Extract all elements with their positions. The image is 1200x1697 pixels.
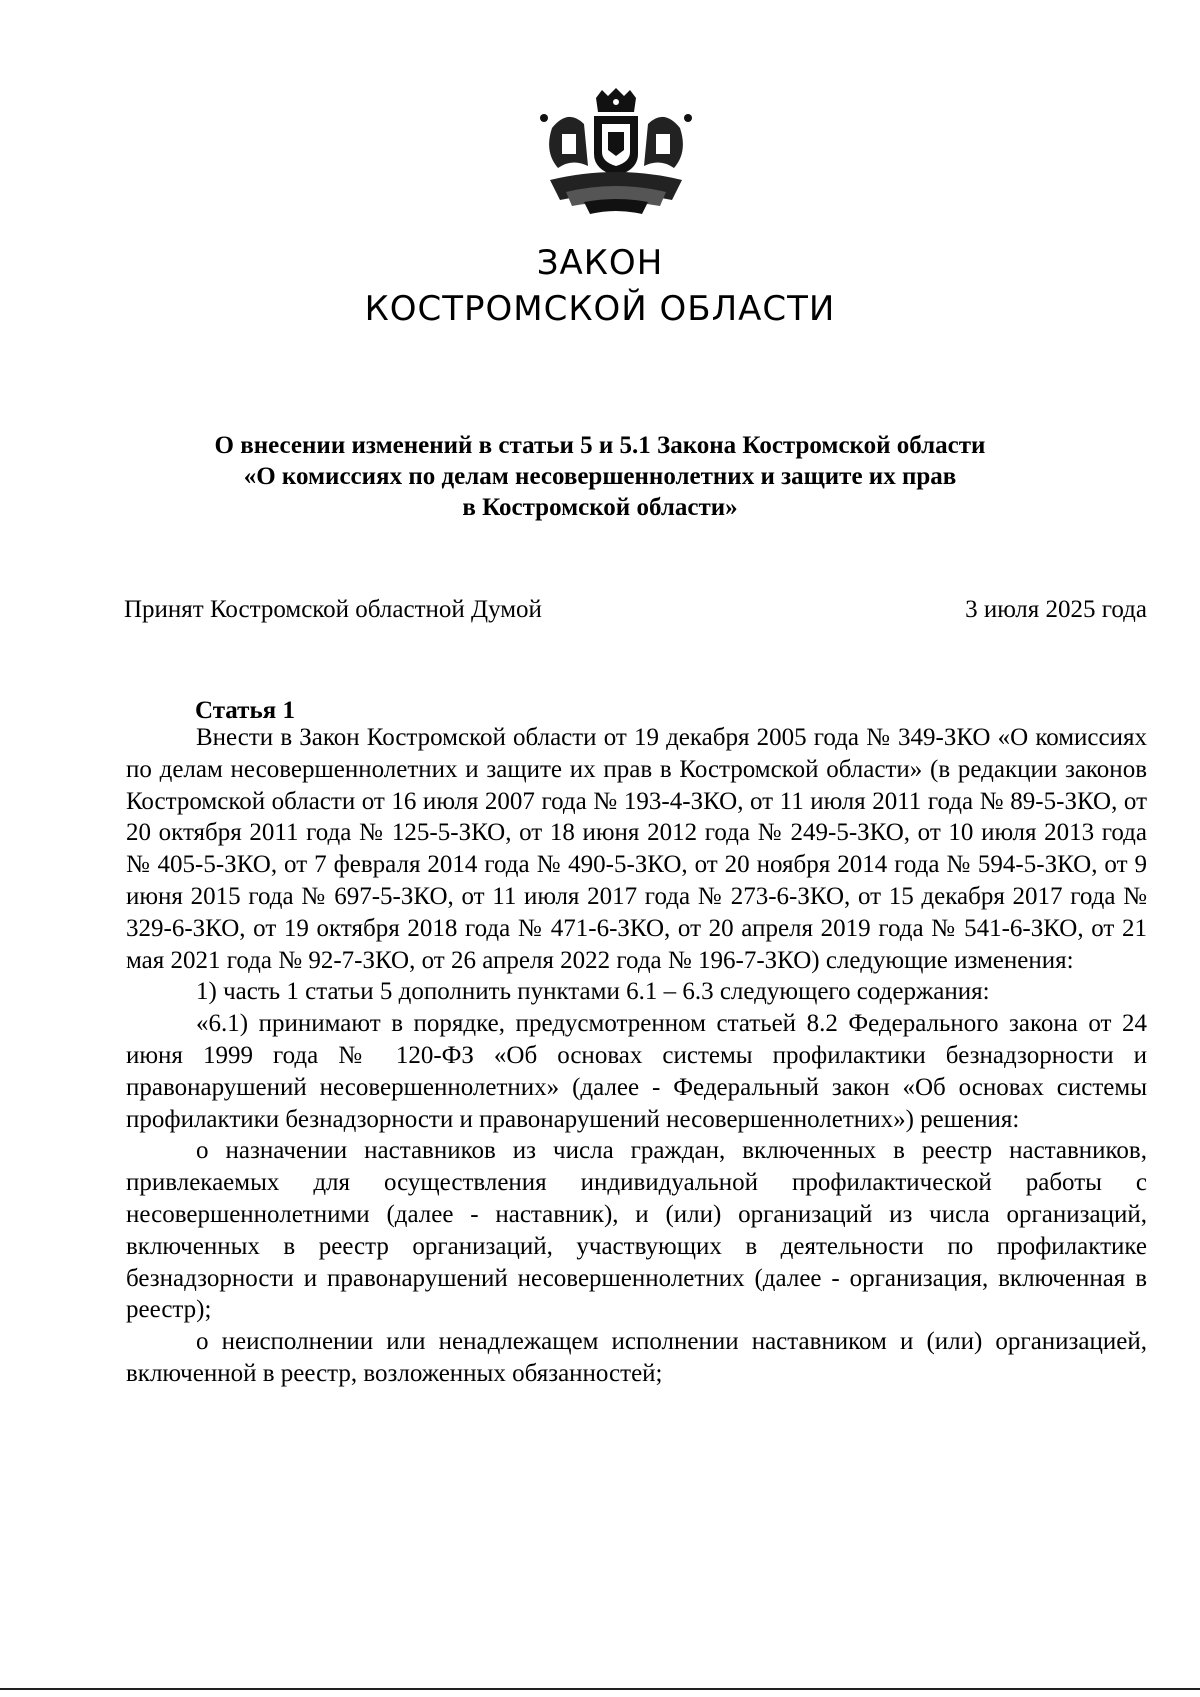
law-subject (100, 430, 1100, 523)
subject-line: в Костромской области» (462, 494, 738, 521)
article-paragraph: о неисполнении или ненадлежащем исполнении наставником и (или) организацией, включенной в реестр, возложенных обязанностей; (126, 1328, 1147, 1387)
article-body (126, 722, 1147, 1390)
coat-of-arms-icon (532, 88, 700, 218)
adopted-by: Принят Костромской областной Думой (124, 596, 542, 623)
article-heading: Статья 1 (195, 697, 295, 724)
article-paragraph: о назначении наставников из числа граждан, включенных в реестр наставников, привлекаемых для осуществления индивидуальной профилактической работы с несовершеннолетними (далее - наставник), и (или) организаций из числа организаций, включенных в реестр организаций, участвующих в деятельности по профилактике безнадзорности и правонарушений несовершеннолетних (далее - организация, включенная в реестр); (126, 1137, 1147, 1324)
law-region-title: КОСТРОМСКОЙ ОБЛАСТИ (364, 289, 836, 329)
subject-line: «О комиссиях по делам несовершеннолетних и защите их прав (243, 463, 957, 490)
article-paragraph: 1) часть 1 статьи 5 дополнить пунктами 6.1 – 6.3 следующего содержания: (196, 978, 990, 1006)
article-paragraph: Внести в Закон Костромской области от 19 декабря 2005 года № 349-ЗКО «О комиссиях по делам несовершеннолетних и защите их прав в Костромской области» (в редакции законов Костромской области от 16 июля 2007 года № 193-4-ЗКО, от 11 июля 2011 года № 89-5-ЗКО, от 20 октября 2011 года № 125-5-ЗКО, от 18 июня 2012 года № 249-5-ЗКО, от 10 июля 2013 года № 405-5-ЗКО, от 7 февраля 2014 года № 490-5-ЗКО, от 20 ноября 2014 года № 594-5-ЗКО, от 9 июня 2015 года № 697-5-ЗКО, от 11 июля 2017 года № 273-6-ЗКО, от 15 декабря 2017 года № 329-6-ЗКО, от 19 октября 2018 года № 471-6-ЗКО, от 20 апреля 2019 года № 541-6-ЗКО, от 21 мая 2021 года № 92-7-ЗКО, от 26 апреля 2022 года № 196-7-ЗКО) следующие изменения: (126, 724, 1147, 974)
adoption-info (124, 597, 1147, 622)
adoption-date: 3 июля 2025 года (965, 596, 1147, 623)
article-paragraph: «6.1) принимают в порядке, предусмотренном статьей 8.2 Федерального закона от 24 июня 1999 года № 120-ФЗ «Об основах системы профилактики безнадзорности и правонарушений несовершеннолетних» (далее - Федеральный закон «Об основах системы профилактики безнадзорности и правонарушений несовершеннолетних») решения: (126, 1010, 1147, 1133)
subject-line: О внесении изменений в статьи 5 и 5.1 Закона Костромской области (214, 432, 986, 459)
law-title: ЗАКОН (536, 243, 664, 283)
page-bottom-border (0, 1688, 1200, 1690)
